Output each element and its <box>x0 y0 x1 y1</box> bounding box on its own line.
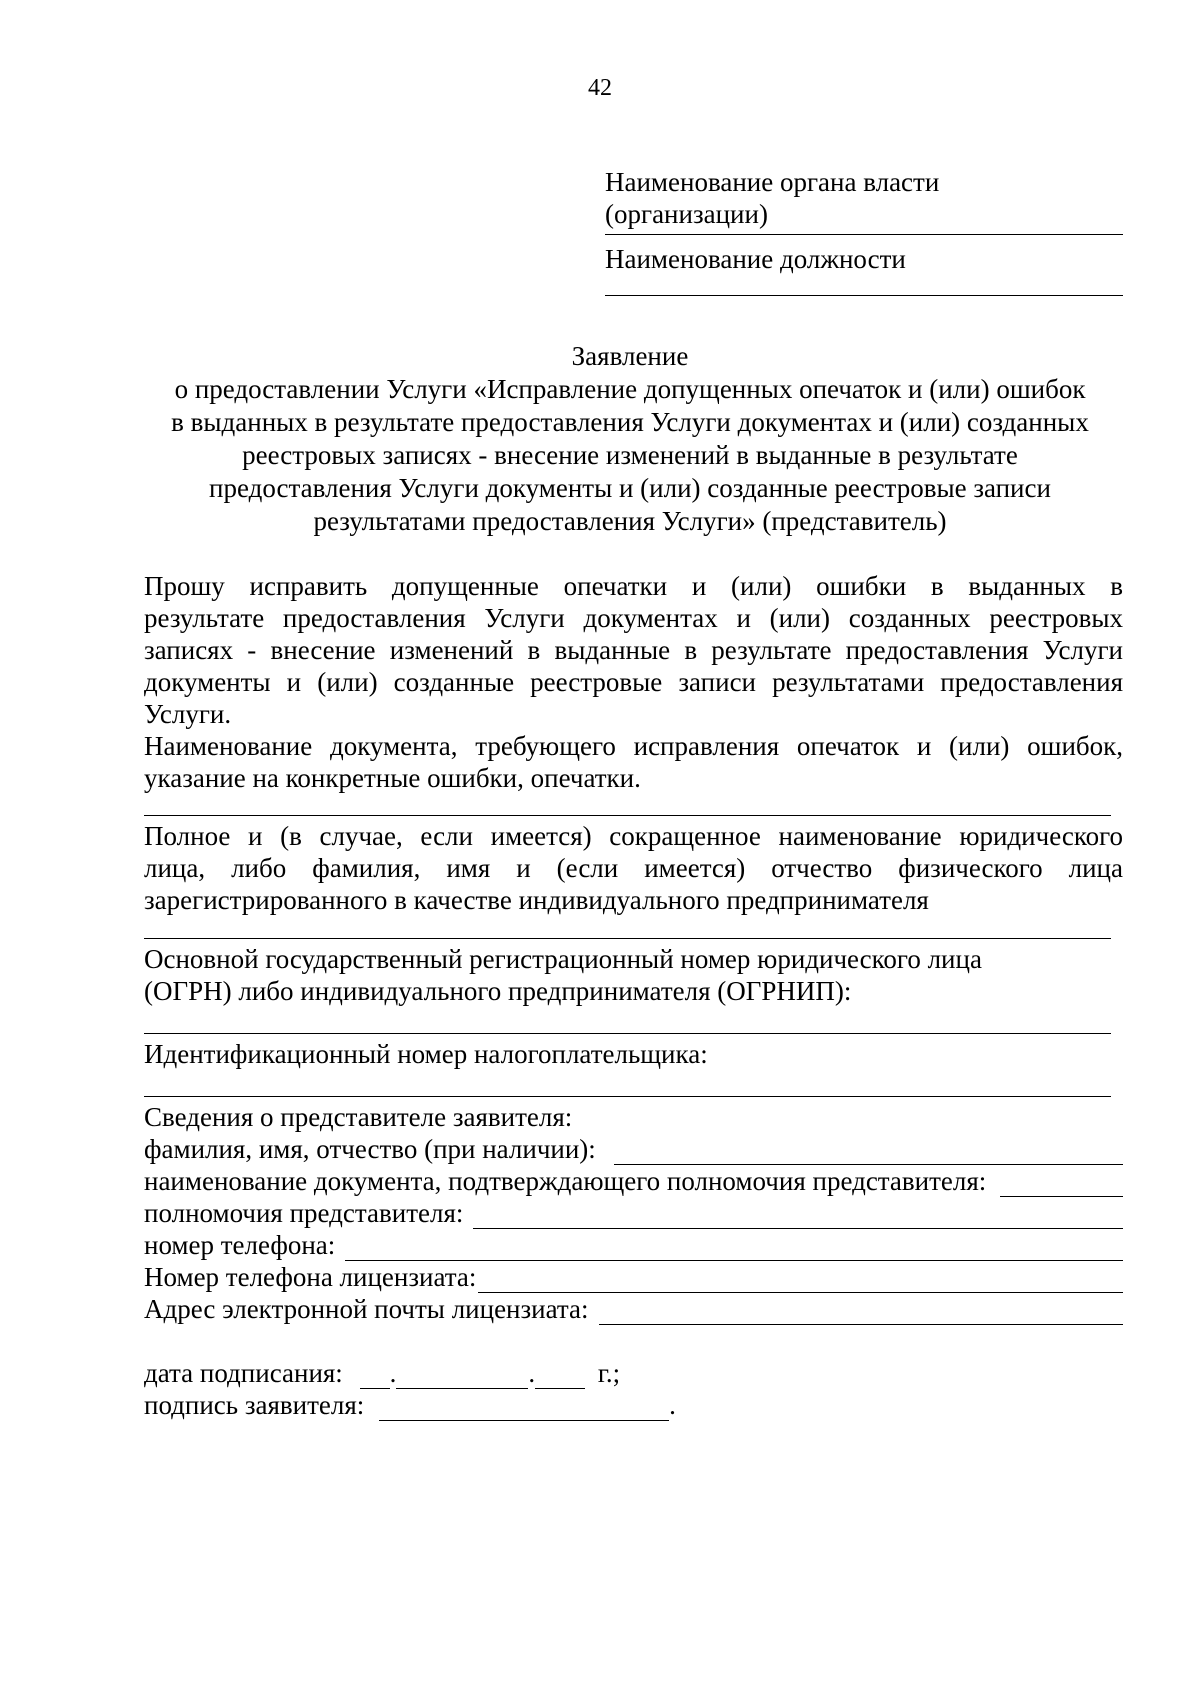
licensee-email-row <box>144 1293 1123 1325</box>
page-number: 42 <box>588 75 612 101</box>
applicant-name-line: Полное и (в случае, если имеется) сокращенное наименование юридического <box>144 821 1123 851</box>
request-line: результате предоставления Услуги документах и (или) созданных реестровых <box>144 603 1123 633</box>
representative-powers-label: полномочия представителя: <box>144 1198 464 1228</box>
title-line: предоставления Услуги документы и (или) созданные реестровые записи <box>209 473 1051 503</box>
representative-doc-field[interactable] <box>1000 1170 1123 1197</box>
authority-position-label: Наименование должности <box>605 244 906 274</box>
applicant-name-line: лица, либо фамилия, имя и (если имеется) отчество физического лица <box>144 853 1123 883</box>
document-name-line: указание на конкретные ошибки, опечатки. <box>144 763 641 793</box>
request-line: записях - внесение изменений в выданные в результате предоставления Услуги <box>144 635 1123 665</box>
licensee-email-label: Адрес электронной почты лицензиата: <box>144 1294 589 1324</box>
authority-org-line2: (организации) <box>605 199 768 229</box>
title-line: о предоставлении Услуги «Исправление допущенных опечаток и (или) ошибок <box>174 374 1086 404</box>
inn-label: Идентификационный номер налогоплательщика: <box>144 1039 708 1069</box>
request-line: Услуги. <box>144 699 232 729</box>
representative-heading: Сведения о представителе заявителя: <box>144 1102 573 1132</box>
representative-fio-label: фамилия, имя, отчество (при наличии): <box>144 1134 596 1164</box>
signature-row <box>144 1389 1123 1421</box>
representative-powers-field[interactable] <box>473 1202 1123 1229</box>
title-heading: Заявление <box>571 341 689 371</box>
signing-date-label: дата подписания: <box>144 1358 343 1388</box>
licensee-phone-row <box>144 1261 1123 1293</box>
authority-org-line1: Наименование органа власти <box>605 167 940 197</box>
representative-phone-field[interactable] <box>345 1234 1123 1261</box>
signature-label: подпись заявителя: <box>144 1390 365 1420</box>
signing-date-year-field[interactable] <box>535 1362 585 1389</box>
representative-doc-label: наименование документа, подтверждающего полномочия представителя: <box>144 1166 987 1196</box>
inn-field[interactable] <box>144 1096 1111 1097</box>
authority-org-field[interactable] <box>605 234 1123 235</box>
request-line: документы и (или) созданные реестровые записи результатами предоставления <box>144 667 1123 697</box>
signing-date-separator: . <box>389 1358 397 1388</box>
document-title <box>130 340 1130 538</box>
ogrn-field[interactable] <box>144 1033 1111 1034</box>
signing-date-day-field[interactable] <box>360 1362 390 1389</box>
representative-doc-row <box>144 1165 1123 1197</box>
ogrn-label-line: (ОГРН) либо индивидуального предпринимателя (ОГРНИП): <box>144 976 852 1006</box>
document-name-field[interactable] <box>144 815 1111 816</box>
representative-phone-label: номер телефона: <box>144 1230 336 1260</box>
application-body <box>144 570 1123 1421</box>
signature-field[interactable] <box>379 1394 669 1421</box>
title-line: результатами предоставления Услуги» (представитель) <box>313 506 947 536</box>
representative-section <box>144 1101 1123 1325</box>
licensee-phone-label: Номер телефона лицензиата: <box>144 1262 477 1292</box>
document-name-line: Наименование документа, требующего исправления опечаток и (или) ошибок, <box>144 731 1123 761</box>
signing-date-row <box>144 1357 1123 1389</box>
representative-phone-row <box>144 1229 1123 1261</box>
licensee-email-field[interactable] <box>599 1298 1123 1325</box>
representative-powers-row <box>144 1197 1123 1229</box>
applicant-name-line: зарегистрированного в качестве индивидуального предпринимателя <box>144 885 929 915</box>
signing-date-suffix: г.; <box>597 1358 621 1388</box>
title-line: реестровых записях - внесение изменений в выданные в результате <box>242 440 1018 470</box>
licensee-phone-field[interactable] <box>478 1266 1123 1293</box>
ogrn-label-line: Основной государственный регистрационный номер юридического лица <box>144 944 982 974</box>
signing-date-month-field[interactable] <box>396 1362 528 1389</box>
request-line: Прошу исправить допущенные опечатки и (или) ошибки в выданных в <box>144 571 1123 601</box>
signature-suffix: . <box>669 1390 676 1420</box>
representative-fio-field[interactable] <box>614 1138 1123 1165</box>
signature-section <box>144 1357 1123 1421</box>
signing-date-separator: . <box>528 1358 536 1388</box>
title-line: в выданных в результате предоставления Услуги документах и (или) созданных <box>171 407 1089 437</box>
authority-position-field[interactable] <box>605 295 1123 296</box>
authority-block <box>605 166 1123 296</box>
applicant-name-field[interactable] <box>144 938 1111 939</box>
representative-fio-row <box>144 1133 1123 1165</box>
